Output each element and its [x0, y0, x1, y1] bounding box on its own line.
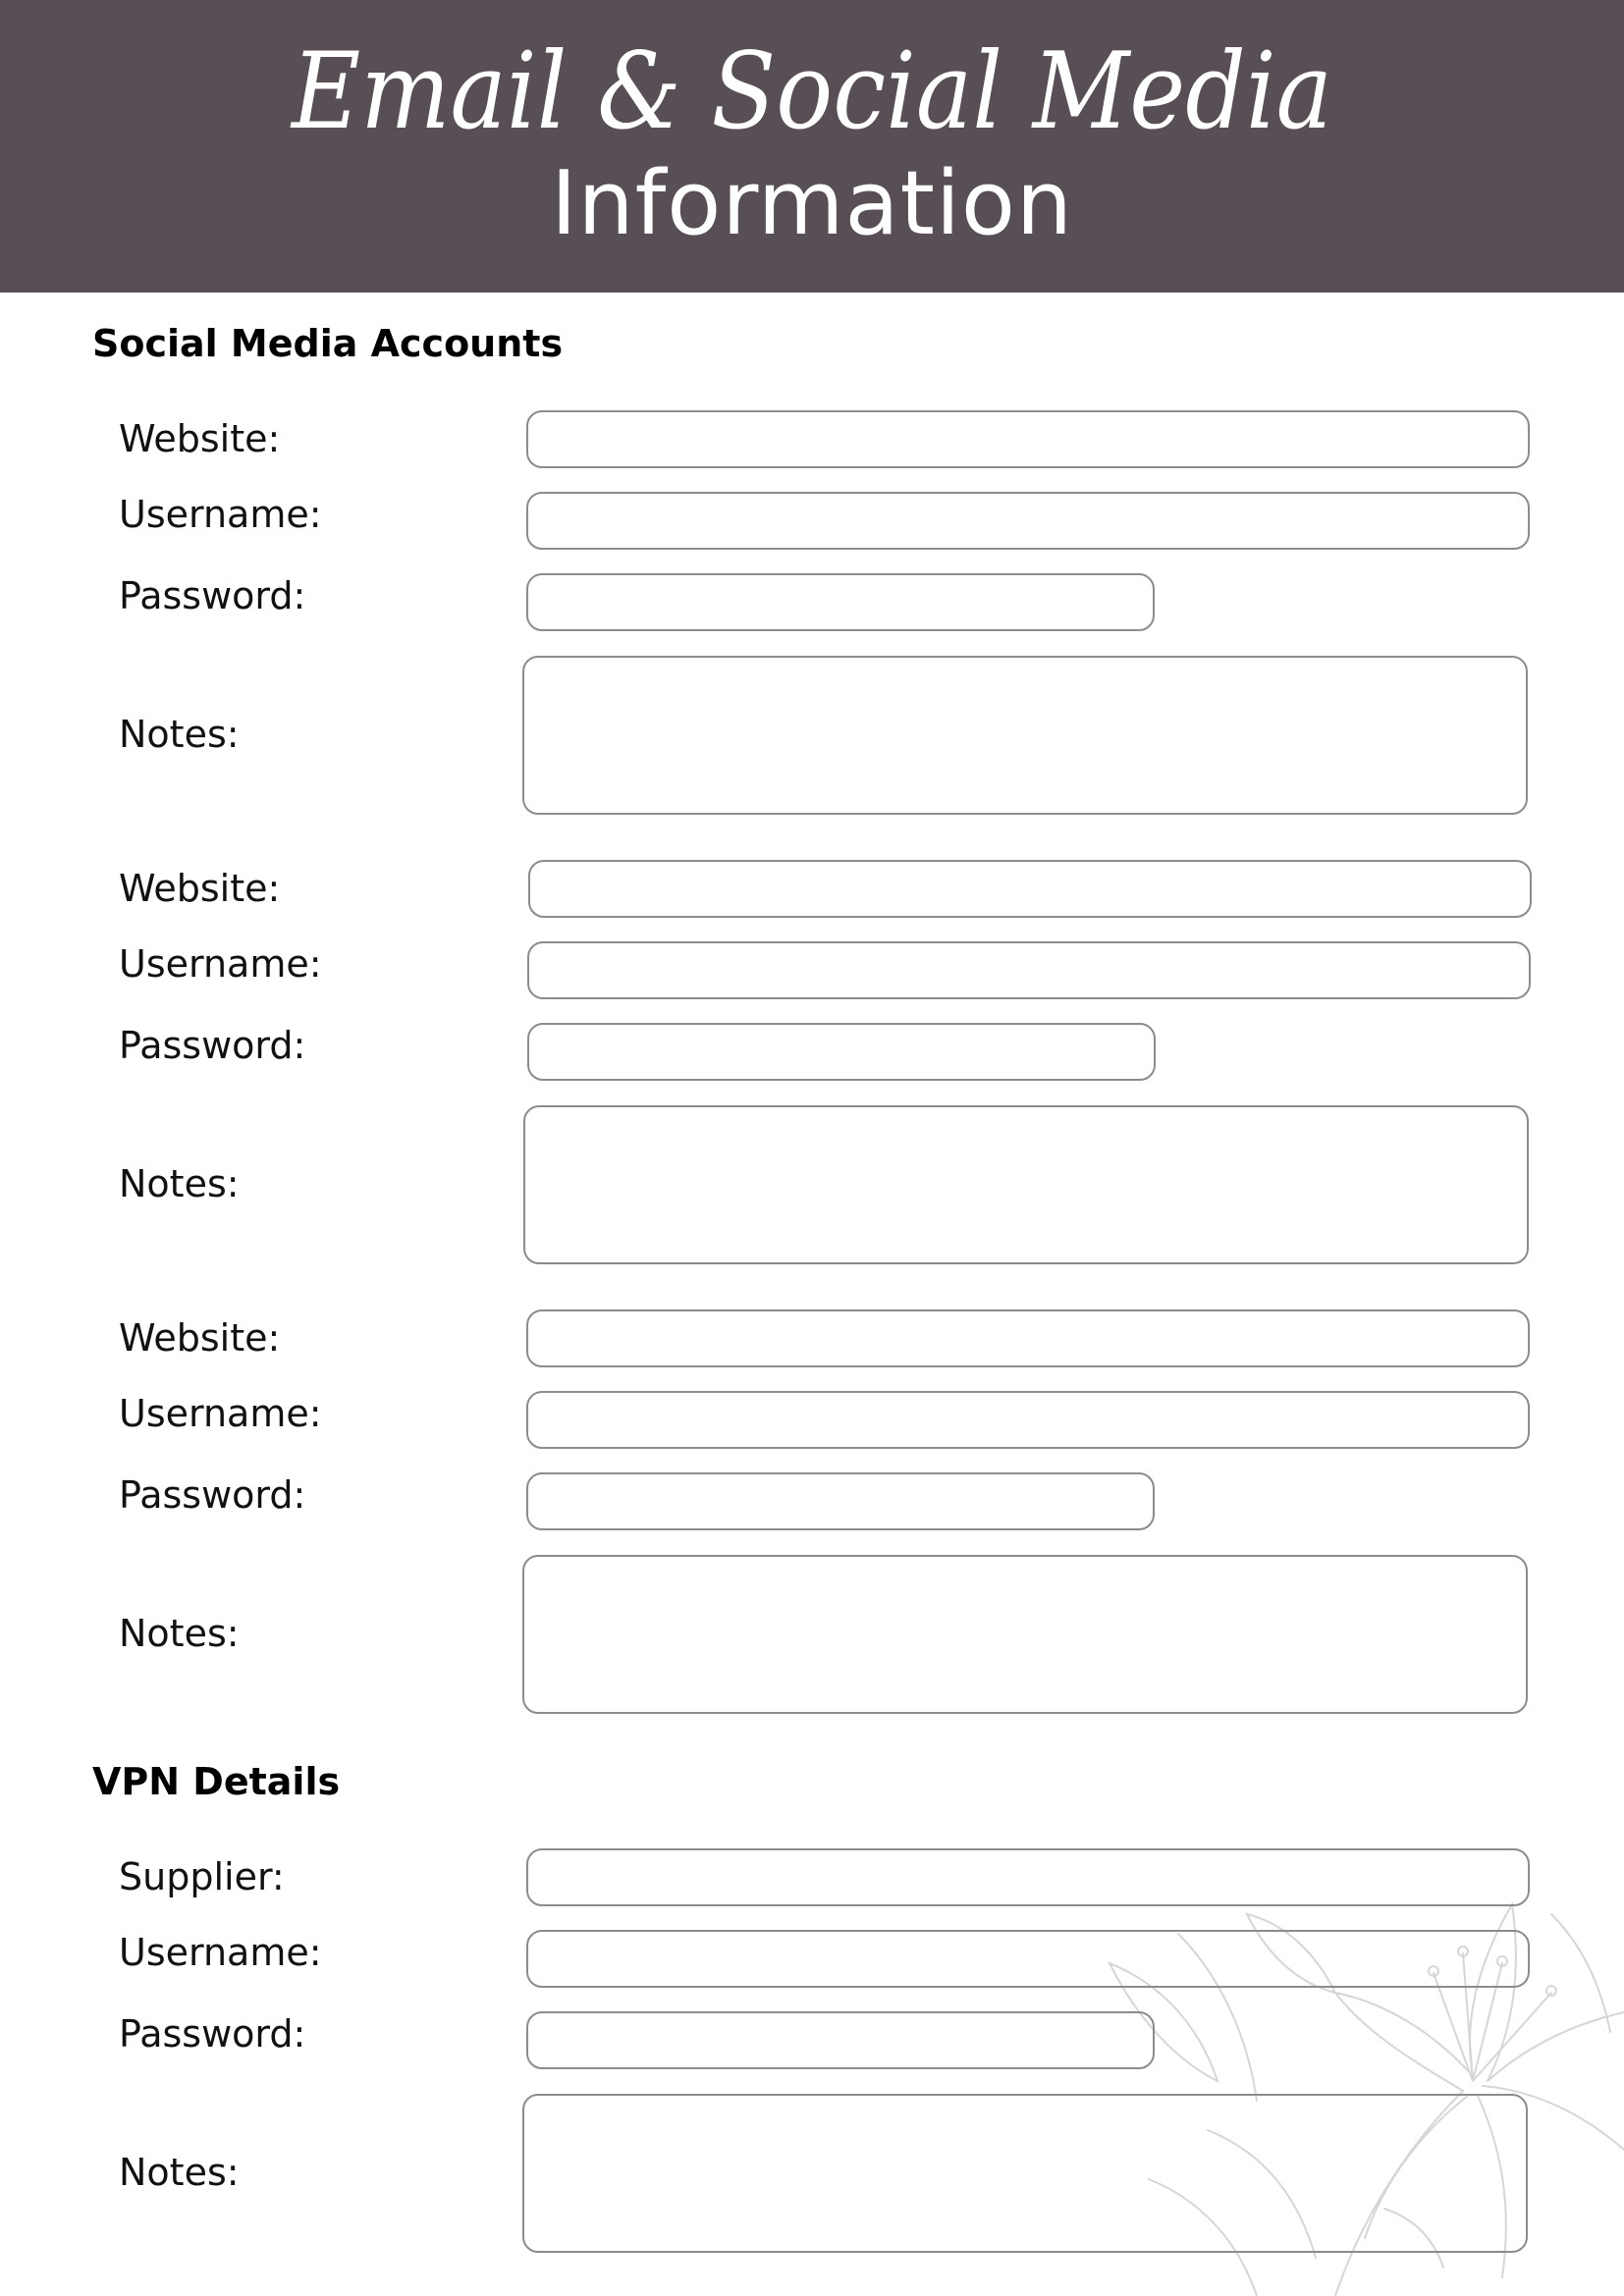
password-label: Password:	[119, 2012, 306, 2056]
website-field[interactable]	[526, 1309, 1530, 1367]
username-field[interactable]	[526, 492, 1530, 550]
notes-field[interactable]	[522, 656, 1528, 815]
username-label: Username:	[119, 493, 322, 536]
social-media-heading: Social Media Accounts	[92, 322, 564, 365]
notes-field[interactable]	[522, 1555, 1528, 1714]
website-field[interactable]	[526, 410, 1530, 468]
notes-field[interactable]	[522, 2094, 1528, 2253]
notes-field[interactable]	[523, 1105, 1529, 1264]
username-field[interactable]	[526, 1930, 1530, 1988]
username-field[interactable]	[526, 1391, 1530, 1449]
notes-label: Notes:	[119, 1162, 240, 1205]
supplier-field[interactable]	[526, 1848, 1530, 1906]
page-subtitle: Information	[551, 152, 1073, 255]
notes-label: Notes:	[119, 1612, 240, 1655]
website-label: Website:	[119, 417, 281, 460]
website-field[interactable]	[528, 860, 1532, 918]
password-label: Password:	[119, 574, 306, 617]
password-field[interactable]	[527, 1023, 1156, 1081]
supplier-label: Supplier:	[119, 1855, 285, 1898]
username-label: Username:	[119, 1392, 322, 1435]
password-label: Password:	[119, 1024, 306, 1067]
password-field[interactable]	[526, 573, 1155, 631]
notes-label: Notes:	[119, 713, 240, 756]
script-title-text: Email & Social Media	[290, 30, 1333, 153]
password-label: Password:	[119, 1473, 306, 1517]
page-header	[0, 0, 1624, 293]
notes-label: Notes:	[119, 2151, 240, 2194]
website-label: Website:	[119, 1316, 281, 1360]
vpn-heading: VPN Details	[92, 1760, 341, 1803]
password-field[interactable]	[526, 2011, 1155, 2069]
website-label: Website:	[119, 867, 281, 910]
password-field[interactable]	[526, 1472, 1155, 1530]
username-label: Username:	[119, 1931, 322, 1974]
script-title	[0, 0, 1624, 167]
username-label: Username:	[119, 942, 322, 986]
username-field[interactable]	[527, 941, 1531, 999]
